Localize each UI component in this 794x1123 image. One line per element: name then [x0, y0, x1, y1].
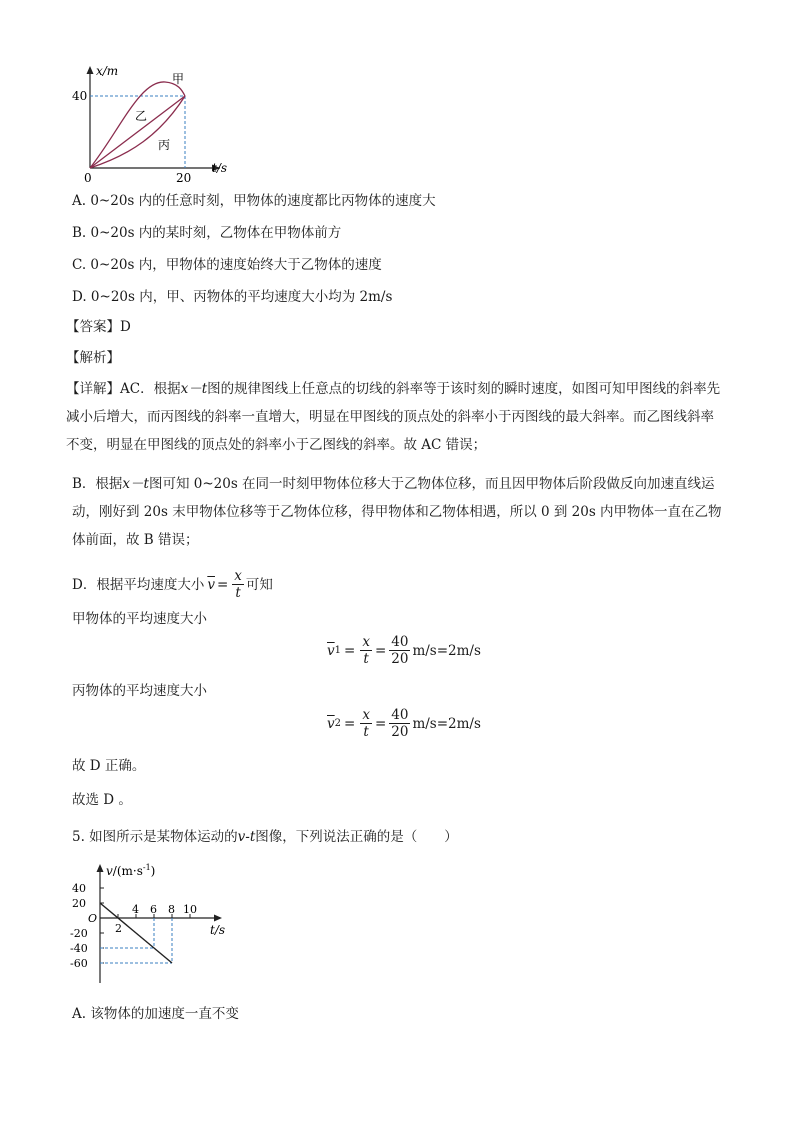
vt-x-arrow [214, 915, 222, 922]
label-bing: 丙 [158, 138, 171, 152]
vt-xtick-2: 2 [115, 922, 122, 935]
vt-tick-neg40: -40 [70, 942, 88, 955]
answer-label: 【答案】 [66, 319, 120, 335]
vt-xtick-10: 10 [183, 903, 197, 916]
xt-y-label: x/m [96, 64, 119, 78]
vt-y-arrow [97, 864, 104, 872]
xt-graph [60, 60, 240, 185]
equation-1: $\overline{v}$ 1 = $\frac{x}{t}$ = $\frac{40}{20}$ m/s=2m/s [327, 634, 481, 667]
vt-origin: O [88, 912, 98, 925]
detail-label: 【详解】 [66, 381, 120, 397]
equation-2: $\overline{v}$ 2 = $\frac{x}{t}$ = $\frac{40}{20}$ m/s=2m/s [327, 707, 481, 740]
xt-tick-40: 40 [72, 89, 88, 103]
vt-tick-neg20: -20 [70, 927, 88, 940]
option-b: B. 0~20s 内的某时刻，乙物体在甲物体前方 [72, 225, 342, 241]
detail-ac: 【详解】AC．根据x－t图的规律图线上任意点的切线的斜率等于该时刻的瞬时速度，如图可知甲图线的斜率先减小后增大，而丙图线的斜率一直增大，明显在甲图线的顶点处的斜率小于丙图线的最大斜率。而乙图线斜率不变，明显在甲图线的顶点处的斜率小于乙图线的斜率。故 AC 错误； [66, 381, 721, 453]
label-jia: 甲 [172, 72, 185, 86]
vt-tick-20: 20 [72, 897, 86, 910]
vt-tick-neg60: -60 [70, 957, 88, 970]
vt-tick-40: 40 [72, 882, 86, 895]
q5-stem: 5. 如图所示是某物体运动的v-t图像，下列说法正确的是（ ） [72, 829, 458, 845]
curve-yi [90, 96, 185, 168]
option-c: C. 0~20s 内，甲物体的速度始终大于乙物体的速度 [72, 257, 382, 273]
xt-y-arrow [87, 66, 94, 74]
d-correct: 故 D 正确。 [72, 758, 146, 774]
xt-origin: 0 [84, 171, 92, 185]
answer-value: D [120, 319, 131, 335]
detail-d: D．根据平均速度大小 $\overline{v}$ = $\frac{x}{t}$ 可知 [72, 568, 273, 601]
xt-x-label: t/s [212, 161, 228, 175]
option-a: A. 0~20s 内的任意时刻，甲物体的速度都比丙物体的速度大 [72, 193, 436, 209]
analysis-label: 【解析】 [66, 350, 120, 366]
vt-graph [70, 858, 240, 988]
detail-b: B．根据x－t图可知 0~20s 在同一时刻甲物体位移大于乙物体位移，而且因甲物体后阶段做反向加速直线运动，刚好到 20s 末甲物体位移等于乙物体位移，得甲物体和乙物体相遇，所以 0 到 20s 内甲物体一直在乙物体前面，故 B 错误； [72, 476, 722, 548]
choose-d: 故选 D 。 [72, 792, 132, 808]
curve-jia [90, 82, 185, 168]
frac-x-t: $\frac{x}{t}$ [234, 568, 242, 601]
bing-avg-label: 丙物体的平均速度大小 [72, 683, 207, 699]
vt-x-label: t/s [210, 923, 226, 937]
answer-line [66, 317, 131, 337]
vt-xtick-6: 6 [150, 903, 157, 916]
q5-option-a: A. 该物体的加速度一直不变 [72, 1006, 239, 1022]
vt-y-label: $v/(m\cdot s^{-1})$ [106, 863, 156, 878]
label-yi: 乙 [135, 109, 148, 123]
vt-xtick-8: 8 [168, 903, 175, 916]
option-d: D. 0~20s 内，甲、丙物体的平均速度大小均为 2m/s [72, 289, 393, 305]
xt-tick-20: 20 [176, 171, 192, 185]
vt-xtick-4: 4 [132, 903, 139, 916]
jia-avg-label: 甲物体的平均速度大小 [72, 611, 207, 627]
